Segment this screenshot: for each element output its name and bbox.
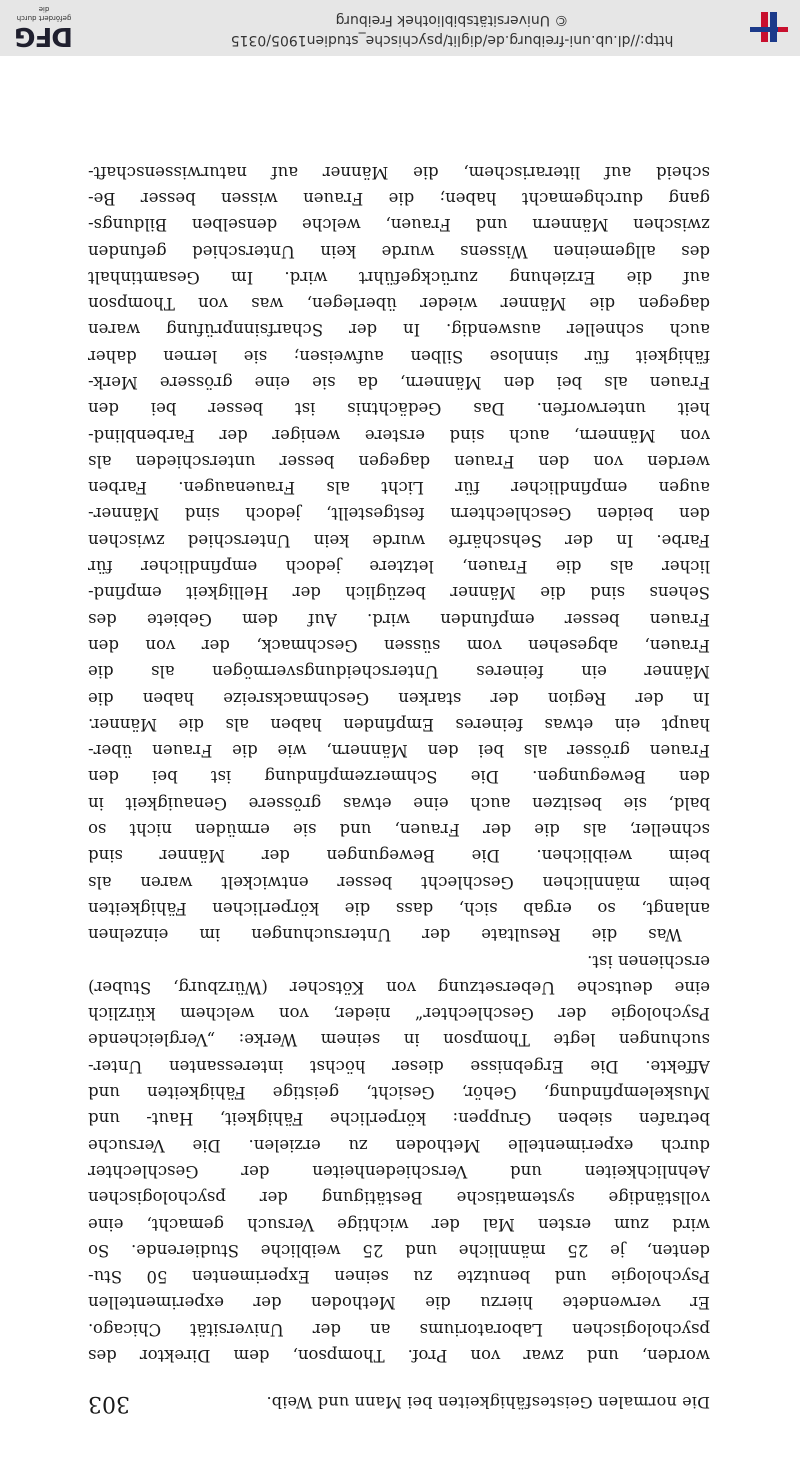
text-line: denten, je 25 männliche und 25 weibliche Studierende. So [88, 1240, 710, 1260]
text-line: auf die Erziehung zurückgeführt wird. Im Gesamtinhalt [88, 267, 710, 287]
text-line: Psychologie und benutzte zu seinen Experimenten 50 Stu- [88, 1267, 710, 1287]
text-line: In der Region der starken Geschmacksreize haben die [88, 688, 710, 708]
text-line: beim männlichen Geschlecht besser entwickelt waren als [88, 872, 710, 892]
dfg-logo [14, 4, 74, 50]
text-line: wird zum ersten Mal der wichtige Versuch gemacht, eine [88, 1214, 710, 1234]
text-line: Was die Resultate der Untersuchungen im einzelnen [88, 925, 682, 945]
text-line: suchungen legte Thompson in seinem Werke: „Vergleichende [88, 1030, 710, 1050]
text-line: licher als die Frauen, letztere jedoch empfindlicher für [88, 557, 710, 577]
text-line: Frauen als bei den Männern, da sie eine grössere Merk- [88, 373, 710, 393]
footer-text [192, 10, 712, 50]
text-line: anlangt, so ergab sich, dass die körperlichen Fähigkeiten [88, 898, 710, 918]
running-title: Die normalen Geistesfähigkeiten bei Mann und Weib. [266, 1393, 710, 1412]
text-line: eine deutsche Uebersetzung von Kötscher (Würzburg, Stuber) [88, 977, 710, 997]
text-line: werden von den Frauen dagegen besser unterschieden als [88, 451, 710, 471]
text-line: Muskelempfindung, Gehör, Gesicht, geistige Fähigkeiten und [88, 1083, 710, 1103]
text-line: Affekte. Die Ergebnisse dieser höchst interessanten Unter- [88, 1056, 710, 1076]
text-line: des allgemeinen Wissens wurde kein Unterschied gefunden [88, 241, 710, 261]
text-line: Farbe. In der Sehschärfe wurde kein Unterschied zwischen [88, 530, 710, 550]
text-line: psychologischen Laboratoriums an der Universität Chicago. [88, 1319, 710, 1339]
text-line: von Männern, auch sind erstere weniger der Farbenblind- [88, 425, 710, 445]
text-line: gang durchgemacht haben; die Frauen wissen besser Be- [88, 188, 710, 208]
text-line: haupt ein etwas feineres Empfinden haben als die Männer. [88, 714, 710, 734]
text-line: Sehens sind die Männer bezüglich der Helligkeit empfind- [88, 583, 710, 603]
text-line: den Bewegungen. Die Schmerzempfindung ist bei den [88, 767, 710, 787]
text-line: dagegen die Männer wieder überlegen, was von Thompson [88, 294, 710, 314]
text-line: Aehnlichkeiten und Verschiedenheiten der Geschlechter [88, 1161, 710, 1181]
body-text [88, 158, 710, 1368]
text-line: augen empfindlicher für Licht als Frauenaugen. Farben [88, 478, 710, 498]
text-line: vollständige systematische Bestätigung der psychologischen [88, 1188, 710, 1208]
ub-freiburg-logo-icon [748, 8, 790, 48]
text-line: Frauen, abgesehen vom süssen Geschmack, der von den [88, 635, 710, 655]
copyright-note: © Universitätsbibliothek Freiburg [335, 12, 569, 28]
text-line: fähigkeit für sinnlose Silben aufweisen; sie lernen daher [88, 346, 710, 366]
footer-band [0, 0, 800, 56]
text-line: worden, und zwar von Prof. Thompson, dem Direktor des [88, 1346, 710, 1365]
text-line: durch experimentelle Methoden zu erzielen. Die Versuche [88, 1135, 710, 1155]
text-line: betrafen sieben Gruppen: körperliche Fähigkeit, Haut- und [88, 1109, 710, 1129]
dfg-subtitle: gefördert durch die [16, 5, 72, 22]
digital-url-link[interactable]: http://dl.ub.uni-freiburg.de/diglit/psychische_studien1905/0315 [230, 32, 674, 48]
page-number: 303 [88, 1391, 130, 1416]
page-header [88, 1384, 710, 1416]
text-line: Frauen besser empfunden wird. Auf dem Gebiete des [88, 609, 710, 629]
text-line: zwischen Männern und Frauen, welche denselben Bildungs- [88, 215, 710, 235]
text-line: scheid auf literarischem, die Männer auf naturwissenschaft- [88, 162, 710, 182]
text-line: Psychologie der Geschlechter“ nieder, von welchem kürzlich [88, 1004, 710, 1024]
text-line: heit unterworfen. Das Gedächtnis ist besser bei den [88, 399, 710, 419]
text-line: bald, sie besitzen auch eine etwas grössere Genauigkeit in [88, 793, 710, 813]
text-line: beim weiblichen. Die Bewegungen der Männer sind [88, 846, 710, 866]
text-line: Er verwendete hierzu die Methoden der experimentellen [88, 1293, 710, 1313]
text-line: auch schneller auswendig. In der Scharfsinnprüfung waren [88, 320, 710, 340]
dfg-mark: DFG [15, 21, 73, 51]
text-line: Männer ein feineres Unterscheidungsvermögen als die [88, 662, 710, 682]
text-line: schneller, als die der Frauen, und sie ermüden nicht so [88, 820, 710, 840]
text-line: erschienen ist. [587, 951, 710, 971]
text-line: Frauen grösser als bei den Männern, wie die Frauen über- [88, 741, 710, 761]
text-line: den beiden Geschlechtern festgestellt, jedoch sind Männer- [88, 504, 710, 524]
